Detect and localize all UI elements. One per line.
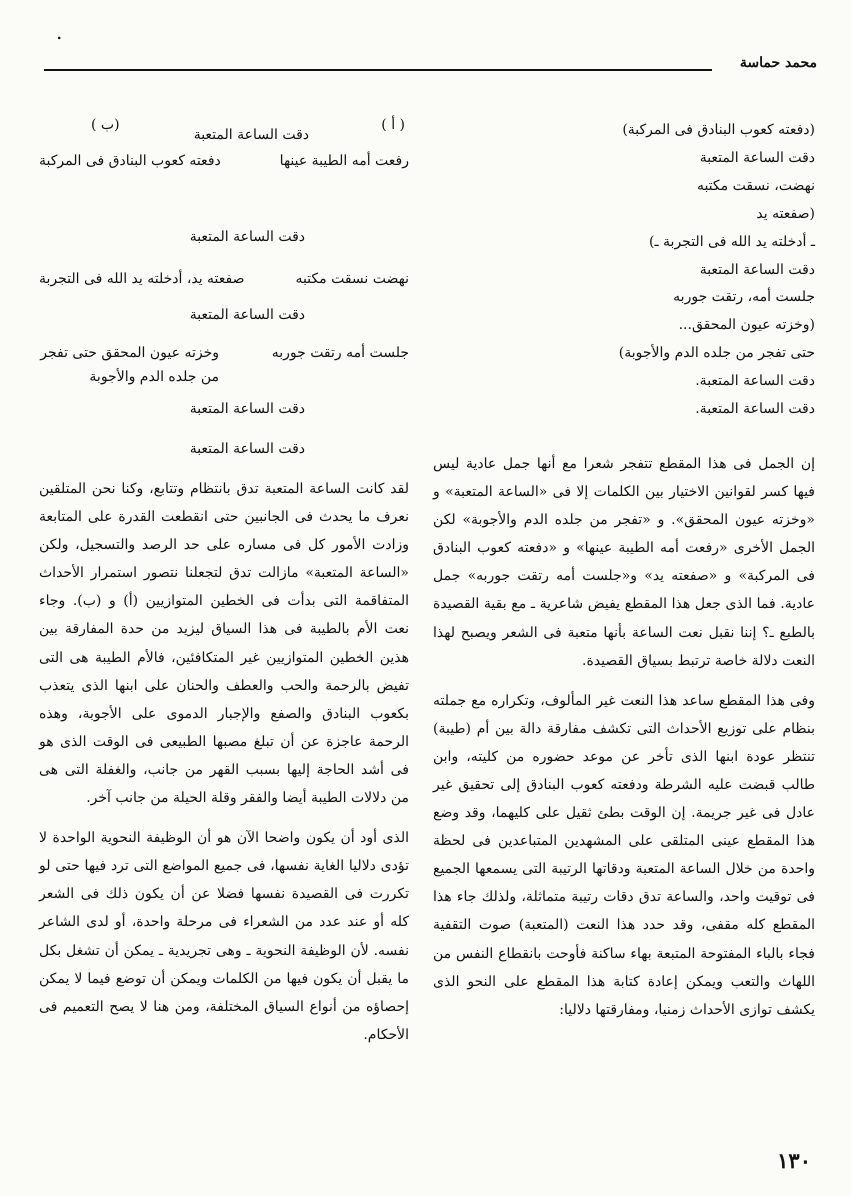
parallel-row (39, 149, 409, 179)
clock-line: دقت الساعة المتعبة (189, 229, 305, 245)
line-b: صفعته يد، أدخلته يد الله فى التجربة (39, 271, 245, 287)
body-paragraph: إن الجمل فى هذا المقطع تتفجر شعرا مع أنها جمل عادية ليس فيها كسر لقوانين الاختيار بين الكلمات إلا فى «الساعة المتعبة» و «وخزته عيون المحقق». و «تفجر من جلده الدم والأجوبة» لكن الجمل الأخرى «رفعت أمه الطيبة عينها» و «دفعته كعوب البنادق فى المركبة» و «صفعته يد» و«جلست أمه رتقت جوربه» جمل عادية. فما الذى جعل هذا المقطع يفيض شاعرية ـ مع بقية القصيدة بالطبع ـ؟ إننا نقبل نعت الساعة بأنها متعبة فى الشعر ويصبح لهذا النعت دلالة خاصة ترتبط بسياق القصيدة. (433, 455, 815, 669)
parallel-row (39, 341, 409, 393)
line-a: نهضت نسقت مكتبه (295, 271, 409, 287)
poem-line: دقت الساعة المتعبة. (695, 401, 815, 418)
line-a: رفعت أمه الطيبة عينها (279, 153, 409, 169)
clock-line: دقت الساعة المتعبة (189, 401, 305, 417)
poem-line: (وخزته عيون المحقق... (678, 317, 815, 334)
right-column (433, 117, 815, 1024)
poem-line: (صفعته يد (756, 205, 815, 222)
clock-line: دقت الساعة المتعبة (189, 441, 305, 457)
poem-line: ـ أدخلته يد الله فى التجربة ـ) (649, 233, 815, 250)
poem-line: جلست أمه، رتقت جوربه (673, 289, 815, 306)
poem-excerpt (433, 117, 815, 424)
label-b: (ب ) (91, 117, 120, 133)
page-number: ١٣٠ (777, 1148, 811, 1173)
line-b: وخزته عيون المحقق حتى تفجر من جلده الدم والأجوبة (40, 345, 219, 385)
line-a: جلست أمه رتقت جوربه (271, 345, 409, 361)
body-paragraph: وفى هذا المقطع ساعد هذا النعت غير المألوف، وتكراره مع جملته بنظام على توزيع الأحداث التى تكشف مفارقة دالة بين أم (طيبة) تنتظر عودة ابنها الذى تأخر عن موعد حضوره من كليته، وابن طالب قبضت عليه الشرطة ودفعته كعوب البنادق إلى تحقيق غير عادل فى غير جريمة. إن الوقت بطئ ثقيل على كليهما، وقد وضع هذا المقطع عينى المتلقى على المشهدين المتباعدين فى لحظة واحدة من خلال الساعة المتعبة ودقاتها الرتيبة التى يسمعها الجميع فى توقيت واحد، والساعة تدق دقات رتيبة متماثلة، ولذلك جاء هذا المقطع كله مقفى، وقد حدد هذا النعت (المتعبة) صوت التقفية فجاء بالباء المفتوحة المتبعة بهاء ساكنة فأوحت بانقطاع النفس من اللهاث والتعب ويمكن إعادة كتابة هذا المقطع على النحو الذى يكشف توازى الأحداث زمنيا، ومفارقتها دلاليا: (433, 692, 815, 1018)
poem-line: (دفعته كعوب البنادق فى المركبة) (622, 122, 815, 138)
body-paragraph: الذى أود أن يكون واضحا الآن هو أن الوظيفة النحوية الواحدة لا تؤدى دلاليا الغاية نفسها، فى جميع المواضع التى ترد فيها حتى لو تكررت فى القصيدة نفسها فضلا عن أن يكون ذلك فى الشعر كله أو عند عدد من الشعراء فى مرحلة واحدة، أو لدى الشاعر نفسه. لأن الوظيفة النحوية ـ وهى تجريدية ـ يمكن أن تشغل بكل ما يقبل أن يكون فيها من الكلمات ويمكن أن توضع فيما لا يمكن إحصاؤه من أنواع السياق المختلفة، ومن هنا لا يصح التعميم فى الأحكام. (39, 830, 409, 1043)
body-paragraph: لقد كانت الساعة المتعبة تدق بانتظام وتتابع، وكنا نحن المتلقين نعرف ما يحدث فى الجانبين حتى انقطعت القدرة على المتابعة وزادت الأمور كل فى مساره على حد الرصد والتسجيل، ولكن «الساعة المتعبة» مازالت تدق لتجعلنا نتصور استمرار الأحداث المتفاقمة التى بدأت فى الخطين المتوازيين (أ) و (ب). وجاء نعت الأم بالطيبة فى هذا السياق ليزيد من حدة المفارقة بين هذين الخطين المتوازيين غير المتكافئين، فالأم الطيبة هى التى تفيض بالرحمة والحب والعطف والحنان على ابنها الذى يتعذب بكعوب البنادق والصفع والإجبار الدموى على الأجوبة، وهذه الرحمة عاجزة عن أن تبلغ مصبها الطبيعى فى الوقت الذى هو فى أشد الحاجة إليها بسبب القهر من جانب، والغفلة التى هى من دلالات الطيبة أيضا والفقر وقلة الحيلة من جانب آخر. (39, 481, 409, 807)
header-rule (44, 69, 712, 71)
parallel-lines-header (39, 117, 409, 147)
poem-line: نهضت، نسقت مكتبه (696, 177, 815, 194)
left-column (39, 117, 409, 1049)
poem-line: دقت الساعة المتعبة (699, 149, 815, 166)
running-header-author: محمد حماسة (739, 55, 817, 71)
line-b: دفعته كعوب البنادق فى المركبة (39, 153, 221, 169)
page-mark: . (56, 20, 63, 44)
poem-line: حتى تفجر من جلده الدم والأجوبة) (618, 345, 815, 362)
poem-line: دقت الساعة المتعبة. (695, 373, 815, 390)
parallel-row (39, 267, 409, 293)
clock-line: دقت الساعة المتعبة (189, 307, 305, 323)
clock-line: دقت الساعة المتعبة (193, 127, 309, 143)
poem-line: دقت الساعة المتعبة (699, 261, 815, 278)
label-a: ( أ ) (381, 117, 405, 133)
